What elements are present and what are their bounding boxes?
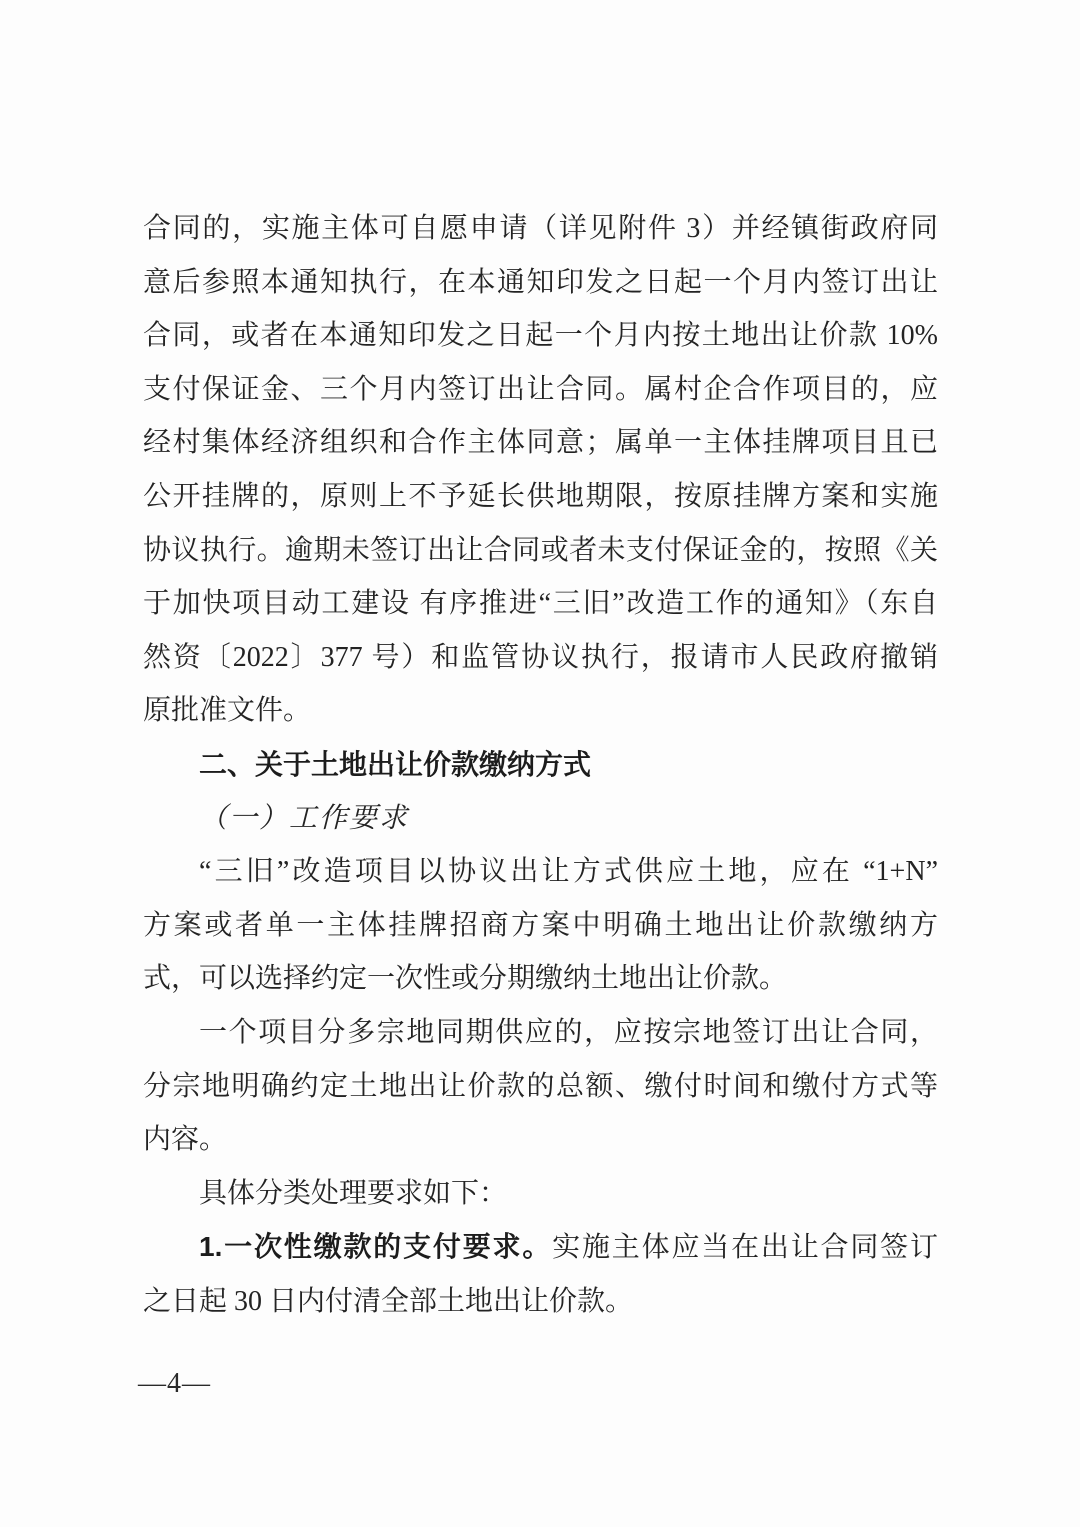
body-line: 然资〔2022〕377 号）和监管协议执行，报请市人民政府撤销	[143, 641, 938, 673]
body-line: 方案或者单一主体挂牌招商方案中明确土地出让价款缴纳方	[143, 909, 938, 941]
section-2-heading: 二、关于土地出让价款缴纳方式	[199, 748, 592, 780]
item-1-line	[143, 1220, 938, 1275]
body-line: 之日起 30 日内付清全部土地出让价款。	[143, 1285, 634, 1317]
text-column	[143, 202, 938, 1328]
body-line: 原批准文件。	[143, 695, 312, 727]
body-line: 意后参照本通知执行，在本通知印发之日起一个月内签订出让	[143, 266, 938, 298]
body-line: 一个项目分多宗地同期供应的，应按宗地签订出让合同，	[199, 1016, 938, 1048]
page-number: —4—	[138, 1368, 211, 1399]
body-line: 经村集体经济组织和合作主体同意；属单一主体挂牌项目且已	[143, 427, 938, 459]
body-line: 式，可以选择约定一次性或分期缴纳土地出让价款。	[143, 963, 788, 995]
body-line: 公开挂牌的，原则上不予延长供地期限，按原挂牌方案和实施	[143, 480, 938, 512]
body-line: 内容。	[143, 1124, 228, 1156]
body-line: 分宗地明确约定土地出让价款的总额、缴付时间和缴付方式等	[143, 1070, 938, 1102]
body-line: 于加快项目动工建设 有序推进“三旧”改造工作的通知》（东自	[143, 588, 938, 620]
item-1-rest: 实施主体应当在出让合同签订	[552, 1232, 938, 1264]
item-1-bold-lead: 1.一次性缴款的支付要求。	[199, 1231, 553, 1263]
body-line: 合同，或者在本通知印发之日起一个月内按土地出让价款 10%	[143, 320, 938, 352]
subsection-1-heading: （一）工作要求	[199, 802, 410, 834]
body-line: 协议执行。逾期未签订出让合同或者未支付保证金的，按照《关	[143, 534, 938, 566]
body-line: 支付保证金、三个月内签订出让合同。属村企合作项目的，应	[143, 373, 938, 405]
body-line: 合同的，实施主体可自愿申请（详见附件 3）并经镇街政府同	[143, 213, 938, 244]
body-line: “三旧”改造项目以协议出让方式供应土地，应在 “1+N”	[199, 856, 938, 888]
body-line: 具体分类处理要求如下：	[199, 1177, 508, 1209]
